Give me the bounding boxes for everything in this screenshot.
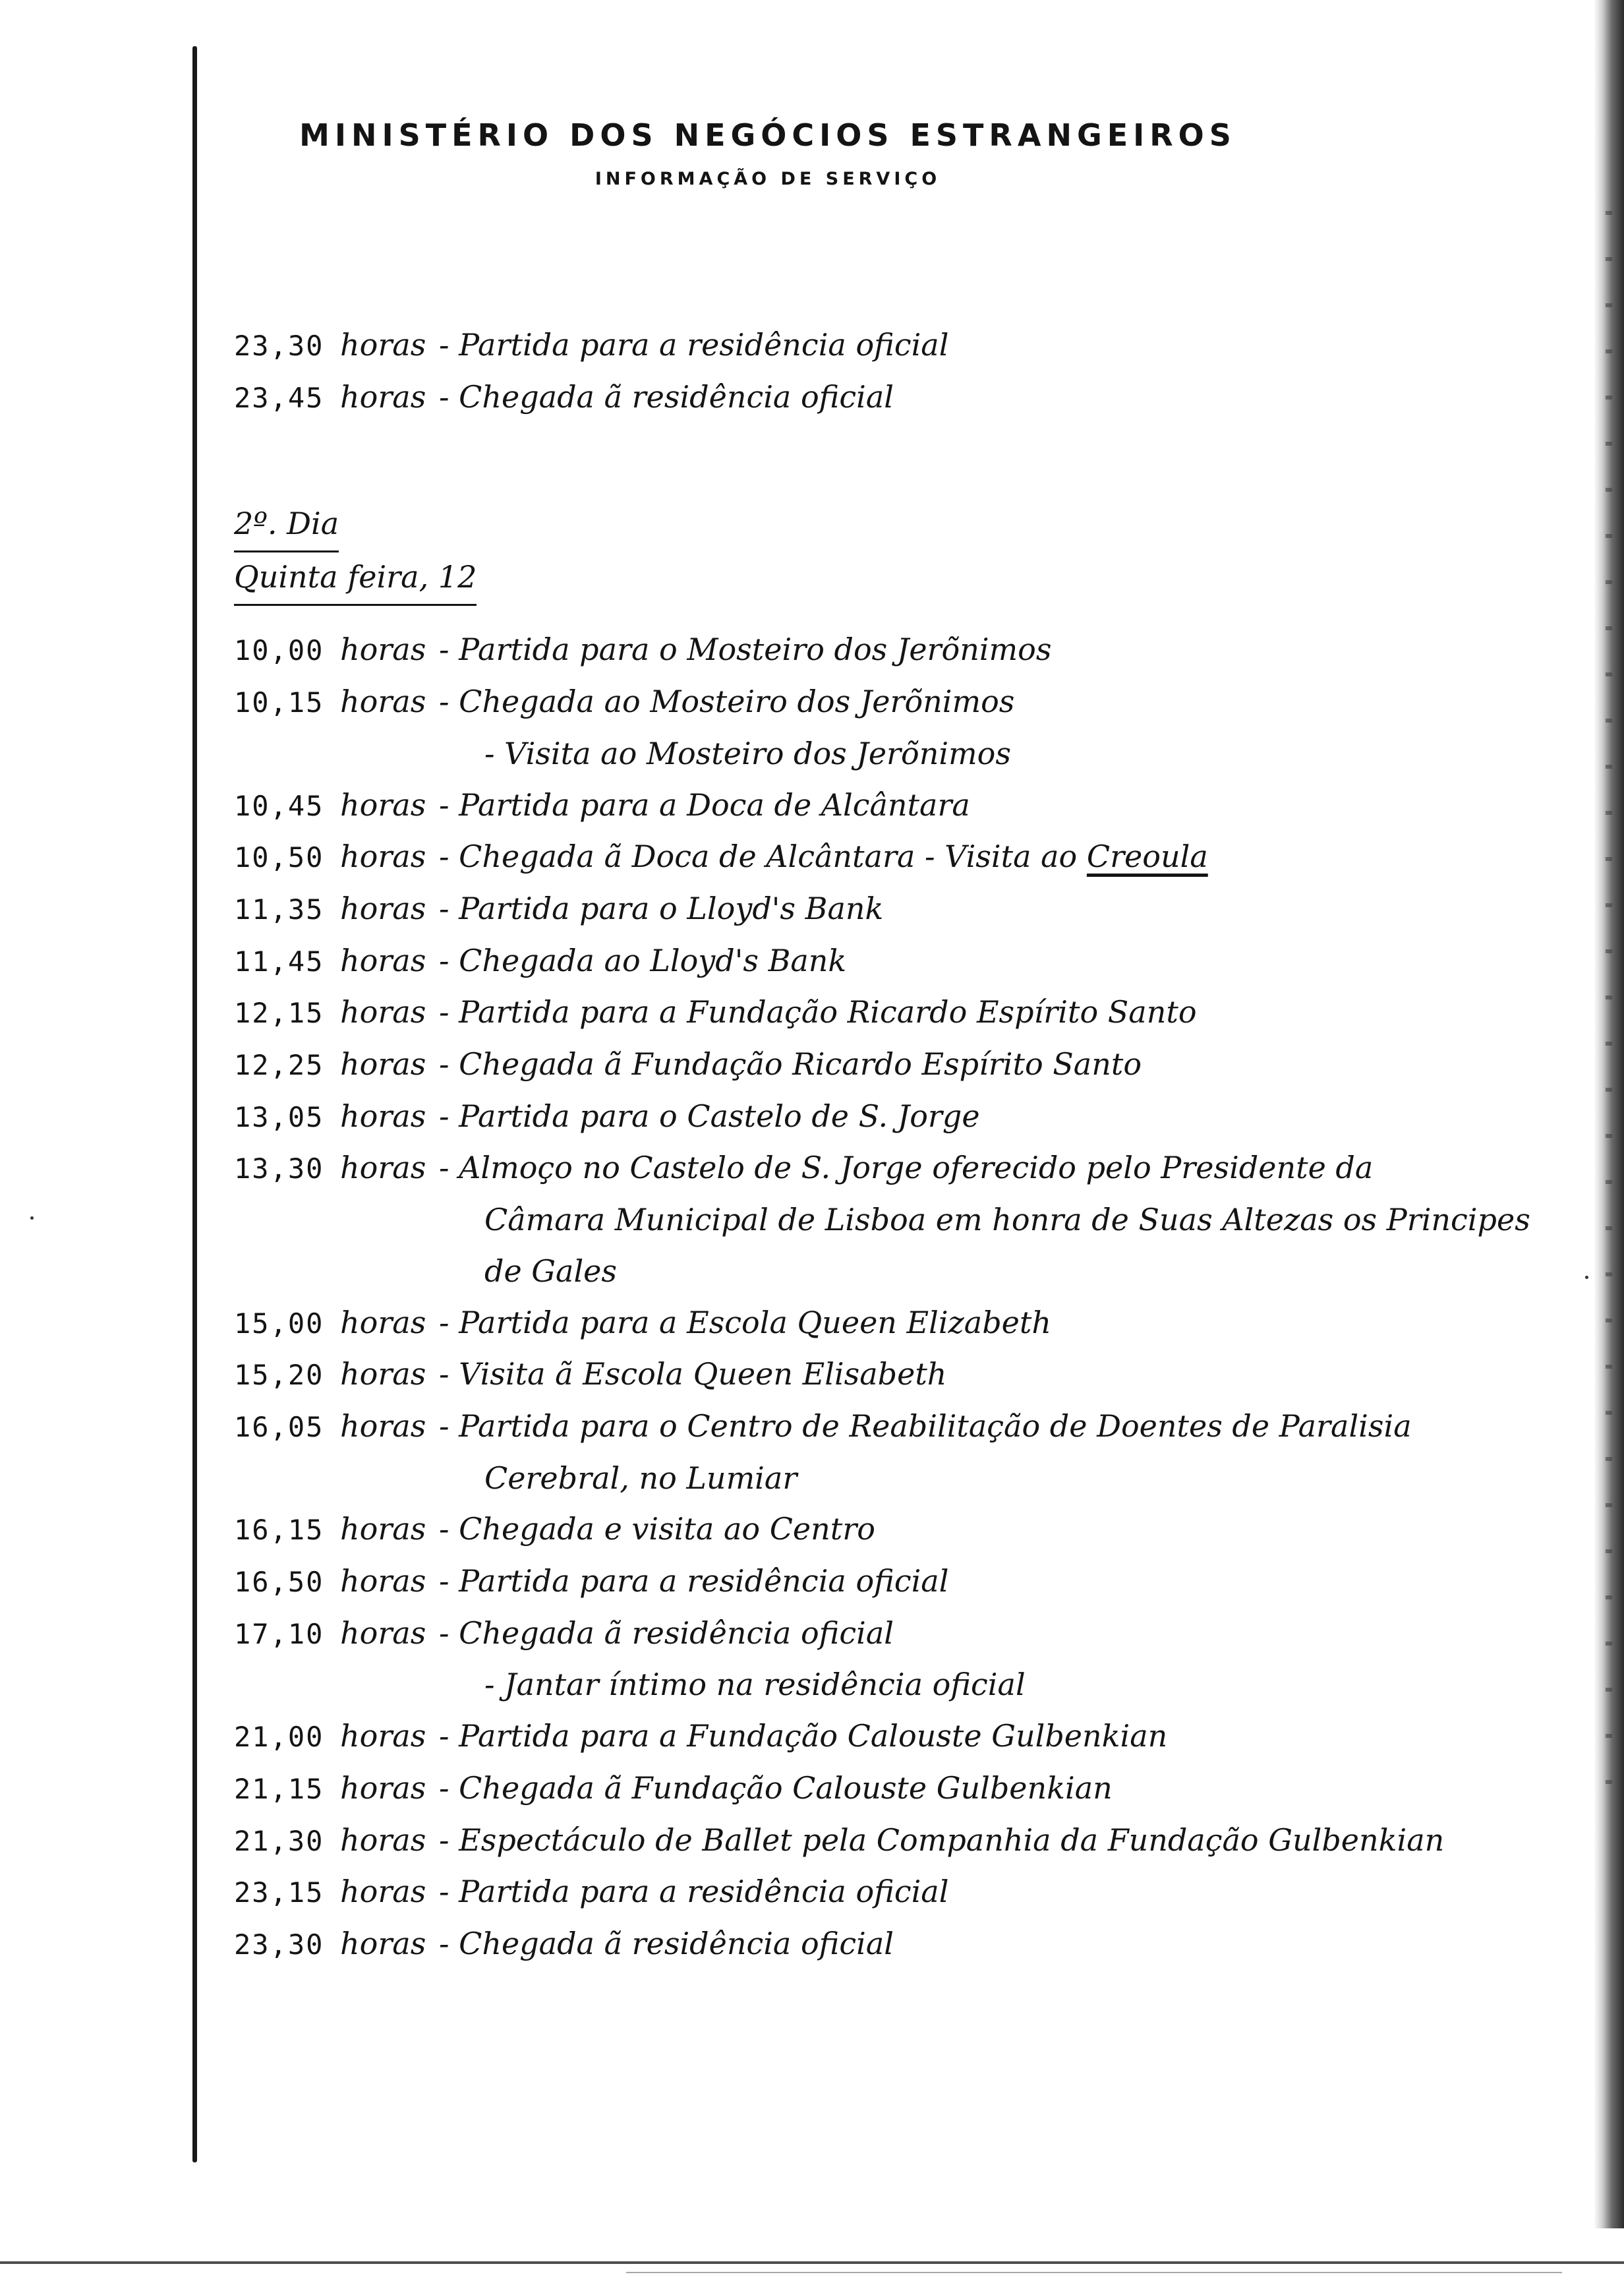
entry-time: 10,45 [234,789,324,822]
schedule-entry-continuation [234,1246,1565,1297]
schedule-entry [234,1143,1565,1195]
entry-time: 21,30 [234,1824,324,1857]
entry-unit: horas [340,1150,426,1186]
letterhead [198,115,1338,191]
entry-time: 16,50 [234,1566,324,1599]
entry-time: 13,30 [234,1152,324,1185]
entry-text: - Partida para a Escola Queen Elizabeth [439,1304,1051,1340]
entry-unit: horas [340,1769,426,1806]
schedule-entry [234,883,1565,936]
entry-time: 15,20 [234,1359,324,1392]
entry-time: 15,00 [234,1307,324,1340]
entry-text: - Chegada ã residência oficial [439,378,894,415]
entry-text: - Partida para o Mosteiro dos Jerõnimos [439,632,1052,668]
entry-text: - Partida para o Centro de Reabilitação de Doentes de Paralisia [439,1408,1412,1444]
entry-text: Cerebral, no Lumiar [484,1460,798,1496]
schedule-entry [234,1297,1565,1350]
entry-unit: horas [340,1874,426,1910]
entry-unit: horas [340,839,426,875]
entry-time: 21,00 [234,1721,324,1754]
schedule-entry [234,1711,1565,1763]
schedule [234,320,1565,1971]
entry-text: - Chegada ã residência oficial [439,1925,894,1961]
spacer [234,606,1565,624]
entry-unit: horas [340,1356,426,1392]
schedule-entry [234,1556,1565,1608]
ministry-title: MINISTÉRIO DOS NEGÓCIOS ESTRANGEIROS [299,117,1236,153]
schedule-entry-continuation [234,1195,1565,1246]
schedule-entry [234,780,1565,832]
spacer [234,423,1565,499]
entry-time: 13,05 [234,1100,324,1133]
schedule-entry [234,676,1565,728]
entry-text: - Partida para a residência oficial [439,1563,949,1599]
entry-text-main: - Chegada ã Doca de Alcântara - Visita ao [439,839,1078,875]
bottom-scan-line [626,2272,1562,2273]
entry-text: - Chegada e visita ao Centro [439,1511,875,1547]
entry-time: 10,00 [234,634,324,667]
entry-unit: horas [340,890,426,926]
entry-time: 16,05 [234,1410,324,1443]
entry-unit: horas [340,1718,426,1754]
entry-text: - Partida para a residência oficial [439,327,949,363]
schedule-entry [234,1608,1565,1660]
entry-unit: horas [340,787,426,823]
schedule-entry [234,1763,1565,1815]
entry-unit: horas [340,1408,426,1444]
entry-text: - Partida para a residência oficial [439,1874,949,1910]
entry-time: 17,10 [234,1617,324,1650]
schedule-entry [234,1349,1565,1401]
entry-unit: horas [340,1511,426,1547]
entry-text: - Partida para a Doca de Alcântara [439,787,970,823]
entry-text: - Chegada ã Fundação Ricardo Espírito Santo [439,1046,1142,1083]
scan-speck [1585,1276,1588,1279]
entry-unit: horas [340,1046,426,1083]
entry-unit: horas [340,1925,426,1961]
entry-time: 12,25 [234,1049,324,1082]
entry-unit: horas [340,942,426,978]
entry-unit: horas [340,1098,426,1134]
schedule-entry [234,320,1565,372]
entry-time: 23,15 [234,1876,324,1909]
bottom-scan-line [0,2261,1624,2264]
schedule-entry [234,1918,1565,1971]
scan-speck [30,1216,34,1220]
entry-unit: horas [340,994,426,1030]
day-date: Quinta feira, 12 [234,552,477,606]
schedule-entry [234,1815,1565,1867]
entry-text: - Chegada ã residência oficial [439,1615,894,1651]
entry-unit: horas [340,684,426,720]
entry-unit: horas [340,327,426,363]
schedule-entry [234,1866,1565,1918]
schedule-entry [234,936,1565,988]
entry-text: - Almoço no Castelo de S. Jorge oferecido pelo Presidente da [439,1150,1374,1186]
entry-time: 12,15 [234,997,324,1030]
entry-time: 10,50 [234,841,324,874]
entry-unit: horas [340,632,426,668]
entry-time: 23,30 [234,1928,324,1961]
entry-text: de Gales [484,1253,618,1289]
day-date-row [234,552,1565,606]
schedule-entry [234,1504,1565,1556]
entry-text: - Chegada ã Fundação Calouste Gulbenkian [439,1769,1113,1806]
entry-unit: horas [340,1563,426,1599]
schedule-entry [234,1401,1565,1453]
entry-text [439,831,1565,883]
entry-unit: horas [340,1304,426,1340]
entry-text: - Jantar íntimo na residência oficial [484,1667,1026,1703]
entry-time: 10,15 [234,686,324,719]
entry-unit: horas [340,378,426,415]
document-subtitle: INFORMAÇÃO DE SERVIÇO [594,169,941,189]
entry-text: - Chegada ao Mosteiro dos Jerõnimos [439,684,1015,720]
entry-time: 16,15 [234,1514,324,1547]
entry-time: 23,45 [234,381,324,414]
schedule-entry [234,831,1565,883]
entry-text: - Chegada ao Lloyd's Bank [439,942,847,978]
schedule-entry-continuation [234,728,1565,780]
schedule-entry-continuation [234,1659,1565,1711]
entry-time: 23,30 [234,330,324,362]
schedule-entry [234,372,1565,424]
schedule-entry-continuation [234,1453,1565,1504]
entry-unit: horas [340,1615,426,1651]
schedule-entry [234,1091,1565,1143]
entry-time: 21,15 [234,1772,324,1805]
underlined-ship-name: Creoula [1086,839,1208,875]
entry-time: 11,35 [234,893,324,926]
entry-text: - Partida para a Fundação Ricardo Espírito Santo [439,994,1197,1030]
entry-text: - Visita ã Escola Queen Elisabeth [439,1356,947,1392]
entry-text: - Espectáculo de Ballet pela Companhia da Fundação Gulbenkian [439,1822,1445,1858]
entry-time: 11,45 [234,945,324,978]
scan-edge-marks [1606,211,1612,1793]
entry-unit: horas [340,1822,426,1858]
schedule-entry [234,1039,1565,1091]
entry-text: Câmara Municipal de Lisboa em honra de Suas Altezas os Principes [484,1202,1530,1238]
entry-text: - Partida para o Castelo de S. Jorge [439,1098,980,1134]
entry-text: - Partida para a Fundação Calouste Gulbenkian [439,1718,1168,1754]
schedule-entry [234,987,1565,1039]
entry-text: - Visita ao Mosteiro dos Jerõnimos [484,735,1011,771]
left-margin-rule [192,46,197,2162]
entry-text: - Partida para o Lloyd's Bank [439,890,884,926]
day-heading: 2º. Dia [234,499,339,552]
day-heading-row [234,499,1565,552]
schedule-entry [234,624,1565,676]
